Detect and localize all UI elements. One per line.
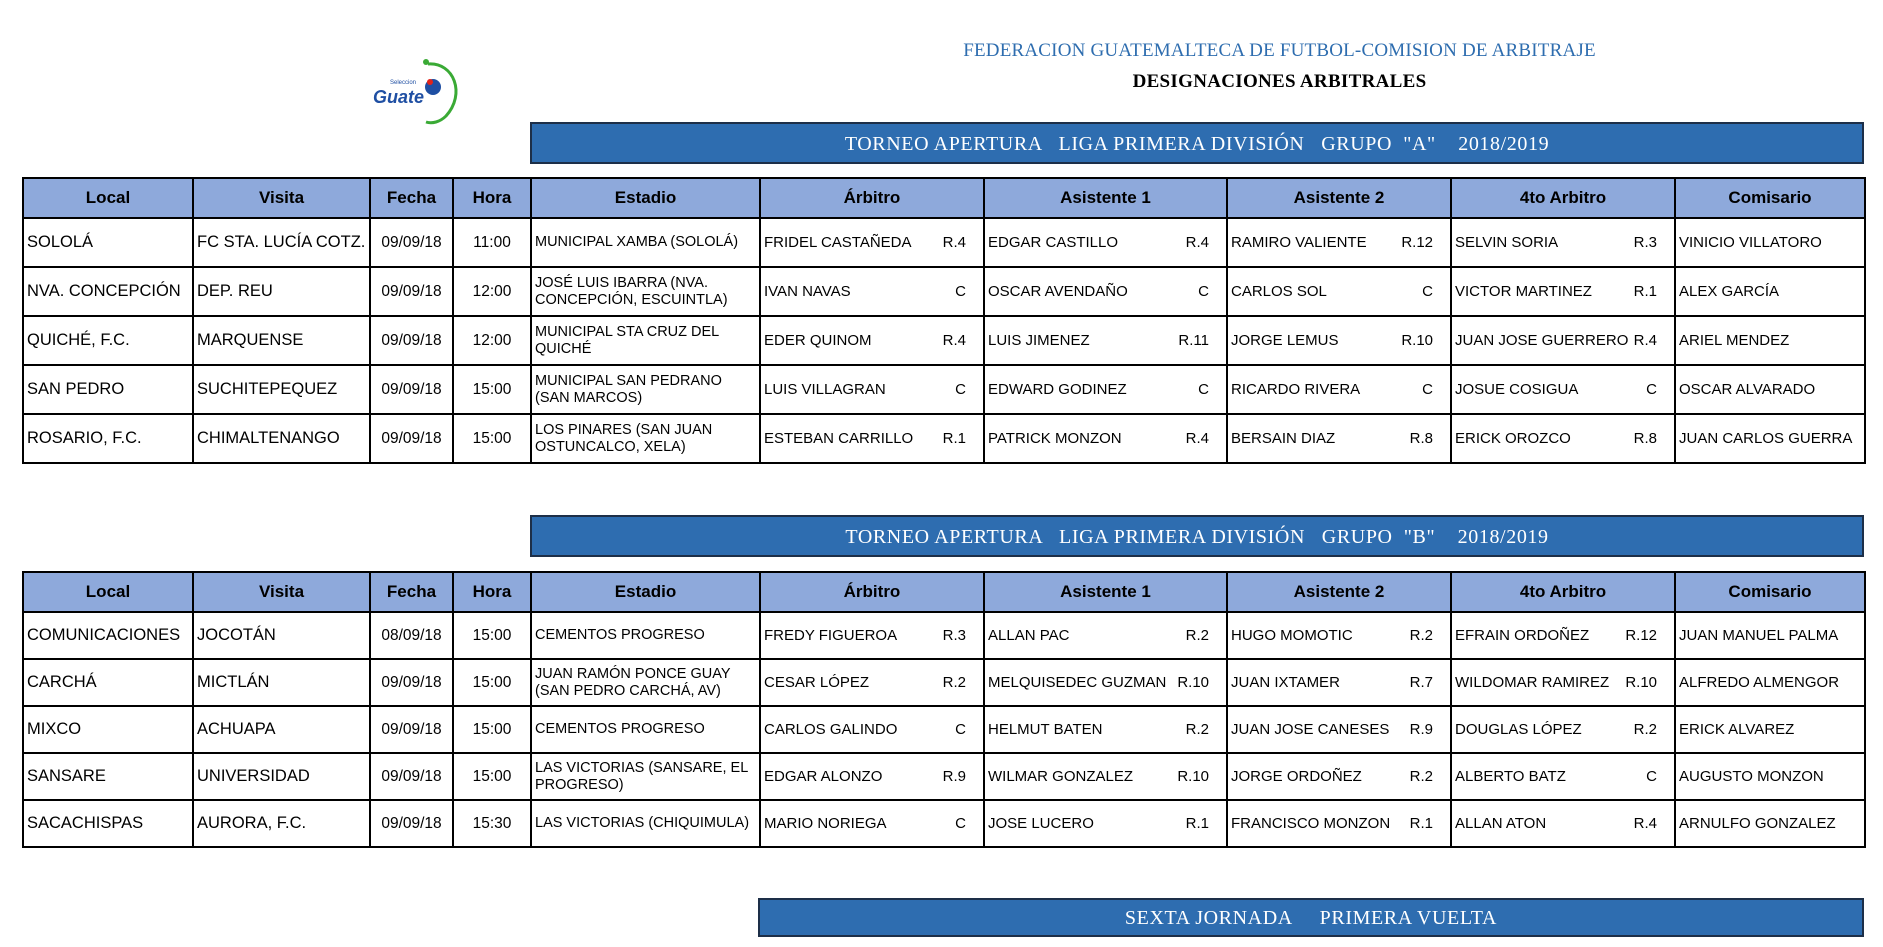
cell-hora: 15:00 <box>453 659 531 706</box>
referee-code: C <box>1646 381 1657 398</box>
referee-code: R.2 <box>942 674 966 691</box>
column-header: Fecha <box>370 178 453 218</box>
column-header: 4to Arbitro <box>1451 178 1675 218</box>
referee-name: ALLAN ATON <box>1455 815 1547 832</box>
referee-code: R.9 <box>942 768 966 785</box>
cell-visita: JOCOTÁN <box>193 612 370 659</box>
table-row <box>23 267 1865 316</box>
group-a-table <box>22 177 1866 464</box>
cell-visita: MARQUENSE <box>193 316 370 365</box>
cell-estadio: JUAN RAMÓN PONCE GUAY (SAN PEDRO CARCHÁ, AV) <box>531 659 760 706</box>
column-header: Asistente 1 <box>984 178 1227 218</box>
column-header: Árbitro <box>760 572 984 612</box>
referee-code: R.3 <box>1633 234 1657 251</box>
referee-entry <box>1231 381 1447 398</box>
referee-entry <box>764 283 980 300</box>
svg-text:Guate: Guate <box>373 87 425 107</box>
cell-estadio: CEMENTOS PROGRESO <box>531 612 760 659</box>
referee-code: R.1 <box>1185 815 1209 832</box>
referee-name: EDGAR CASTILLO <box>988 234 1119 251</box>
cell-fecha: 09/09/18 <box>370 706 453 753</box>
jornada-banner: SEXTA JORNADA PRIMERA VUELTA <box>758 898 1864 937</box>
referee-code: R.2 <box>1633 721 1657 738</box>
referee-name: LUIS VILLAGRAN <box>764 381 886 398</box>
column-header: Estadio <box>531 572 760 612</box>
table-row <box>23 365 1865 414</box>
referee-code: R.11 <box>1178 332 1209 349</box>
referee-code: R.12 <box>1401 234 1433 251</box>
cell-fecha: 08/09/18 <box>370 612 453 659</box>
svg-text:Seleccion: Seleccion <box>390 80 417 86</box>
column-header: Hora <box>453 572 531 612</box>
referee-name: VICTOR MARTINEZ <box>1455 283 1592 300</box>
cell-asistente-1 <box>984 365 1227 414</box>
cell-asistente-2 <box>1227 659 1451 706</box>
referee-name: ALLAN PAC <box>988 627 1070 644</box>
referee-entry <box>1455 721 1671 738</box>
cell-local: SAN PEDRO <box>23 365 193 414</box>
referee-name: OSCAR AVENDAÑO <box>988 283 1128 300</box>
cell-hora: 15:30 <box>453 800 531 847</box>
referee-entry <box>764 768 980 785</box>
cell-local: NVA. CONCEPCIÓN <box>23 267 193 316</box>
cell-cuarto-arbitro <box>1451 267 1675 316</box>
cell-local: ROSARIO, F.C. <box>23 414 193 463</box>
referee-entry <box>1231 332 1447 349</box>
cell-fecha: 09/09/18 <box>370 659 453 706</box>
referee-name: FRANCISCO MONZON <box>1231 815 1391 832</box>
referee-code: R.4 <box>1633 815 1657 832</box>
referee-code: R.9 <box>1409 721 1433 738</box>
cell-comisario: ERICK ALVAREZ <box>1675 706 1865 753</box>
cell-arbitro <box>760 659 984 706</box>
cell-asistente-2 <box>1227 267 1451 316</box>
column-header: Asistente 1 <box>984 572 1227 612</box>
cell-fecha: 09/09/18 <box>370 365 453 414</box>
referee-name: JOSUE COSIGUA <box>1455 381 1579 398</box>
referee-code: C <box>1646 768 1657 785</box>
referee-entry <box>988 430 1223 447</box>
referee-code: R.4 <box>1633 332 1657 349</box>
table-header-row <box>23 572 1865 612</box>
cell-estadio: MUNICIPAL SAN PEDRANO (SAN MARCOS) <box>531 365 760 414</box>
referee-code: R.1 <box>1409 815 1433 832</box>
cell-local: MIXCO <box>23 706 193 753</box>
cell-asistente-2 <box>1227 414 1451 463</box>
cell-asistente-1 <box>984 800 1227 847</box>
cell-asistente-2 <box>1227 706 1451 753</box>
group-a-banner: TORNEO APERTURA LIGA PRIMERA DIVISIÓN GRUPO "A" 2018/2019 <box>530 122 1864 164</box>
referee-name: EDWARD GODINEZ <box>988 381 1127 398</box>
referee-code: R.4 <box>1185 430 1209 447</box>
cell-arbitro <box>760 218 984 267</box>
cell-visita: FC STA. LUCÍA COTZ. <box>193 218 370 267</box>
cell-cuarto-arbitro <box>1451 414 1675 463</box>
referee-name: RICARDO RIVERA <box>1231 381 1361 398</box>
table-row <box>23 659 1865 706</box>
referee-entry <box>1231 283 1447 300</box>
table-row <box>23 706 1865 753</box>
cell-arbitro <box>760 753 984 800</box>
referee-name: FRIDEL CASTAÑEDA <box>764 234 912 251</box>
referee-entry <box>988 721 1223 738</box>
referee-code: R.3 <box>942 627 966 644</box>
referee-code: C <box>955 283 966 300</box>
cell-estadio: CEMENTOS PROGRESO <box>531 706 760 753</box>
cell-estadio: JOSÉ LUIS IBARRA (NVA. CONCEPCIÓN, ESCUINTLA) <box>531 267 760 316</box>
referee-code: R.1 <box>942 430 966 447</box>
cell-local: COMUNICACIONES <box>23 612 193 659</box>
cell-fecha: 09/09/18 <box>370 218 453 267</box>
cell-visita: MICTLÁN <box>193 659 370 706</box>
cell-asistente-1 <box>984 414 1227 463</box>
cell-fecha: 09/09/18 <box>370 753 453 800</box>
referee-entry <box>1231 815 1447 832</box>
cell-local: SOLOLÁ <box>23 218 193 267</box>
cell-fecha: 09/09/18 <box>370 414 453 463</box>
cell-hora: 15:00 <box>453 753 531 800</box>
column-header: Local <box>23 178 193 218</box>
referee-entry <box>988 674 1223 691</box>
referee-code: R.2 <box>1409 768 1433 785</box>
group-b-table <box>22 571 1866 848</box>
referee-entry <box>1455 332 1671 349</box>
cell-hora: 15:00 <box>453 365 531 414</box>
cell-comisario: JUAN CARLOS GUERRA <box>1675 414 1865 463</box>
cell-asistente-1 <box>984 316 1227 365</box>
cell-arbitro <box>760 706 984 753</box>
referee-code: C <box>1198 381 1209 398</box>
cell-estadio: LAS VICTORIAS (SANSARE, EL PROGRESO) <box>531 753 760 800</box>
table-row <box>23 753 1865 800</box>
referee-name: DOUGLAS LÓPEZ <box>1455 721 1582 738</box>
cell-hora: 15:00 <box>453 612 531 659</box>
column-header: Visita <box>193 178 370 218</box>
cell-hora: 12:00 <box>453 267 531 316</box>
referee-name: WILDOMAR RAMIREZ <box>1455 674 1610 691</box>
cell-hora: 12:00 <box>453 316 531 365</box>
referee-entry <box>1231 627 1447 644</box>
referee-entry <box>988 332 1223 349</box>
referee-name: ESTEBAN CARRILLO <box>764 430 914 447</box>
referee-entry <box>988 381 1223 398</box>
cell-asistente-2 <box>1227 753 1451 800</box>
referee-code: C <box>955 815 966 832</box>
referee-code: R.4 <box>942 234 966 251</box>
cell-comisario: ARIEL MENDEZ <box>1675 316 1865 365</box>
column-header: Fecha <box>370 572 453 612</box>
cell-hora: 15:00 <box>453 414 531 463</box>
referee-entry <box>1231 430 1447 447</box>
cell-cuarto-arbitro <box>1451 365 1675 414</box>
referee-name: IVAN NAVAS <box>764 283 851 300</box>
referee-code: R.7 <box>1409 674 1433 691</box>
table-row <box>23 414 1865 463</box>
table-row <box>23 218 1865 267</box>
referee-name: MELQUISEDEC GUZMAN <box>988 674 1167 691</box>
cell-comisario: ALFREDO ALMENGOR <box>1675 659 1865 706</box>
referee-code: R.8 <box>1409 430 1433 447</box>
table-row <box>23 800 1865 847</box>
cell-fecha: 09/09/18 <box>370 267 453 316</box>
cell-comisario: JUAN MANUEL PALMA <box>1675 612 1865 659</box>
cell-asistente-1 <box>984 753 1227 800</box>
cell-arbitro <box>760 612 984 659</box>
referee-name: CESAR LÓPEZ <box>764 674 870 691</box>
cell-comisario: VINICIO VILLATORO <box>1675 218 1865 267</box>
column-header: Asistente 2 <box>1227 572 1451 612</box>
referee-entry <box>1455 430 1671 447</box>
column-header: 4to Arbitro <box>1451 572 1675 612</box>
referee-entry <box>988 815 1223 832</box>
cell-hora: 11:00 <box>453 218 531 267</box>
table-row <box>23 612 1865 659</box>
cell-fecha: 09/09/18 <box>370 800 453 847</box>
cell-fecha: 09/09/18 <box>370 316 453 365</box>
referee-name: RAMIRO VALIENTE <box>1231 234 1367 251</box>
referee-name: EFRAIN ORDOÑEZ <box>1455 627 1590 644</box>
cell-asistente-1 <box>984 218 1227 267</box>
cell-arbitro <box>760 316 984 365</box>
cell-cuarto-arbitro <box>1451 218 1675 267</box>
referee-code: C <box>1422 381 1433 398</box>
referee-code: R.2 <box>1409 627 1433 644</box>
referee-name: HELMUT BATEN <box>988 721 1103 738</box>
cell-asistente-2 <box>1227 800 1451 847</box>
referee-name: MARIO NORIEGA <box>764 815 887 832</box>
cell-asistente-2 <box>1227 365 1451 414</box>
cell-asistente-1 <box>984 267 1227 316</box>
referee-name: WILMAR GONZALEZ <box>988 768 1134 785</box>
referee-entry <box>1231 674 1447 691</box>
referee-entry <box>764 627 980 644</box>
referee-name: ALBERTO BATZ <box>1455 768 1566 785</box>
referee-entry <box>988 283 1223 300</box>
cell-asistente-2 <box>1227 316 1451 365</box>
cell-cuarto-arbitro <box>1451 706 1675 753</box>
cell-visita: SUCHITEPEQUEZ <box>193 365 370 414</box>
cell-comisario: ARNULFO GONZALEZ <box>1675 800 1865 847</box>
referee-entry <box>764 430 980 447</box>
referee-entry <box>764 234 980 251</box>
referee-code: C <box>1198 283 1209 300</box>
table-header-row <box>23 178 1865 218</box>
referee-code: R.1 <box>1633 283 1657 300</box>
referee-code: C <box>955 381 966 398</box>
cell-estadio: MUNICIPAL XAMBA (SOLOLÁ) <box>531 218 760 267</box>
referee-entry <box>1455 627 1671 644</box>
referee-entry <box>764 721 980 738</box>
cell-estadio: LAS VICTORIAS (CHIQUIMULA) <box>531 800 760 847</box>
cell-cuarto-arbitro <box>1451 612 1675 659</box>
referee-code: R.10 <box>1177 674 1209 691</box>
referee-code: R.10 <box>1401 332 1433 349</box>
referee-name: LUIS JIMENEZ <box>988 332 1090 349</box>
cell-visita: AURORA, F.C. <box>193 800 370 847</box>
cell-asistente-1 <box>984 706 1227 753</box>
cell-estadio: MUNICIPAL STA CRUZ DEL QUICHÉ <box>531 316 760 365</box>
column-header: Comisario <box>1675 178 1865 218</box>
cell-estadio: LOS PINARES (SAN JUAN OSTUNCALCO, XELA) <box>531 414 760 463</box>
cell-asistente-1 <box>984 659 1227 706</box>
cell-asistente-2 <box>1227 218 1451 267</box>
referee-name: SELVIN SORIA <box>1455 234 1559 251</box>
referee-name: EDGAR ALONZO <box>764 768 883 785</box>
cell-visita: UNIVERSIDAD <box>193 753 370 800</box>
referee-entry <box>1455 234 1671 251</box>
referee-entry <box>1455 768 1671 785</box>
referee-entry <box>1455 283 1671 300</box>
column-header: Estadio <box>531 178 760 218</box>
table-row <box>23 316 1865 365</box>
cell-cuarto-arbitro <box>1451 316 1675 365</box>
referee-code: R.10 <box>1625 674 1657 691</box>
referee-name: JOSE LUCERO <box>988 815 1094 832</box>
column-header: Comisario <box>1675 572 1865 612</box>
referee-code: R.2 <box>1185 627 1209 644</box>
referee-entry <box>1455 381 1671 398</box>
cell-arbitro <box>760 267 984 316</box>
referee-entry <box>1455 674 1671 691</box>
referee-entry <box>764 674 980 691</box>
referee-entry <box>1231 768 1447 785</box>
referee-name: EDER QUINOM <box>764 332 872 349</box>
referee-entry <box>1231 721 1447 738</box>
cell-arbitro <box>760 800 984 847</box>
referee-entry <box>764 815 980 832</box>
cell-arbitro <box>760 414 984 463</box>
referee-entry <box>988 768 1223 785</box>
referee-name: CARLOS GALINDO <box>764 721 898 738</box>
referee-name: PATRICK MONZON <box>988 430 1122 447</box>
cell-visita: DEP. REU <box>193 267 370 316</box>
referee-entry <box>1455 815 1671 832</box>
referee-code: R.10 <box>1177 768 1209 785</box>
referee-entry <box>764 332 980 349</box>
cell-comisario: ALEX GARCÍA <box>1675 267 1865 316</box>
column-header: Local <box>23 572 193 612</box>
group-b-banner: TORNEO APERTURA LIGA PRIMERA DIVISIÓN GRUPO "B" 2018/2019 <box>530 515 1864 557</box>
referee-name: JUAN JOSE GUERRERO <box>1455 332 1629 349</box>
referee-entry <box>988 234 1223 251</box>
cell-cuarto-arbitro <box>1451 753 1675 800</box>
column-header: Árbitro <box>760 178 984 218</box>
referee-name: HUGO MOMOTIC <box>1231 627 1353 644</box>
referee-name: CARLOS SOL <box>1231 283 1327 300</box>
column-header: Asistente 2 <box>1227 178 1451 218</box>
referee-code: R.12 <box>1625 627 1657 644</box>
referee-entry <box>1231 234 1447 251</box>
cell-visita: CHIMALTENANGO <box>193 414 370 463</box>
referee-code: R.4 <box>1185 234 1209 251</box>
cell-local: CARCHÁ <box>23 659 193 706</box>
referee-entry <box>764 381 980 398</box>
federation-title: FEDERACION GUATEMALTECA DE FUTBOL-COMISION DE ARBITRAJE <box>963 40 1596 61</box>
referee-entry <box>988 627 1223 644</box>
referee-name: ERICK OROZCO <box>1455 430 1571 447</box>
referee-name: JUAN IXTAMER <box>1231 674 1340 691</box>
referee-code: C <box>1422 283 1433 300</box>
referee-name: FREDY FIGUEROA <box>764 627 898 644</box>
cell-local: QUICHÉ, F.C. <box>23 316 193 365</box>
column-header: Visita <box>193 572 370 612</box>
cell-comisario: AUGUSTO MONZON <box>1675 753 1865 800</box>
cell-arbitro <box>760 365 984 414</box>
cell-comisario: OSCAR ALVARADO <box>1675 365 1865 414</box>
cell-cuarto-arbitro <box>1451 800 1675 847</box>
cell-local: SANSARE <box>23 753 193 800</box>
referee-code: R.8 <box>1633 430 1657 447</box>
cell-hora: 15:00 <box>453 706 531 753</box>
cell-visita: ACHUAPA <box>193 706 370 753</box>
referee-code: R.4 <box>942 332 966 349</box>
cell-asistente-1 <box>984 612 1227 659</box>
cell-local: SACACHISPAS <box>23 800 193 847</box>
column-header: Hora <box>453 178 531 218</box>
referee-name: JORGE LEMUS <box>1231 332 1339 349</box>
cell-cuarto-arbitro <box>1451 659 1675 706</box>
referee-name: JORGE ORDOÑEZ <box>1231 768 1362 785</box>
referee-name: BERSAIN DIAZ <box>1231 430 1336 447</box>
document-subtitle: DESIGNACIONES ARBITRALES <box>1132 71 1427 92</box>
referee-name: JUAN JOSE CANESES <box>1231 721 1390 738</box>
referee-code: R.2 <box>1185 721 1209 738</box>
referee-code: C <box>955 721 966 738</box>
cell-asistente-2 <box>1227 612 1451 659</box>
